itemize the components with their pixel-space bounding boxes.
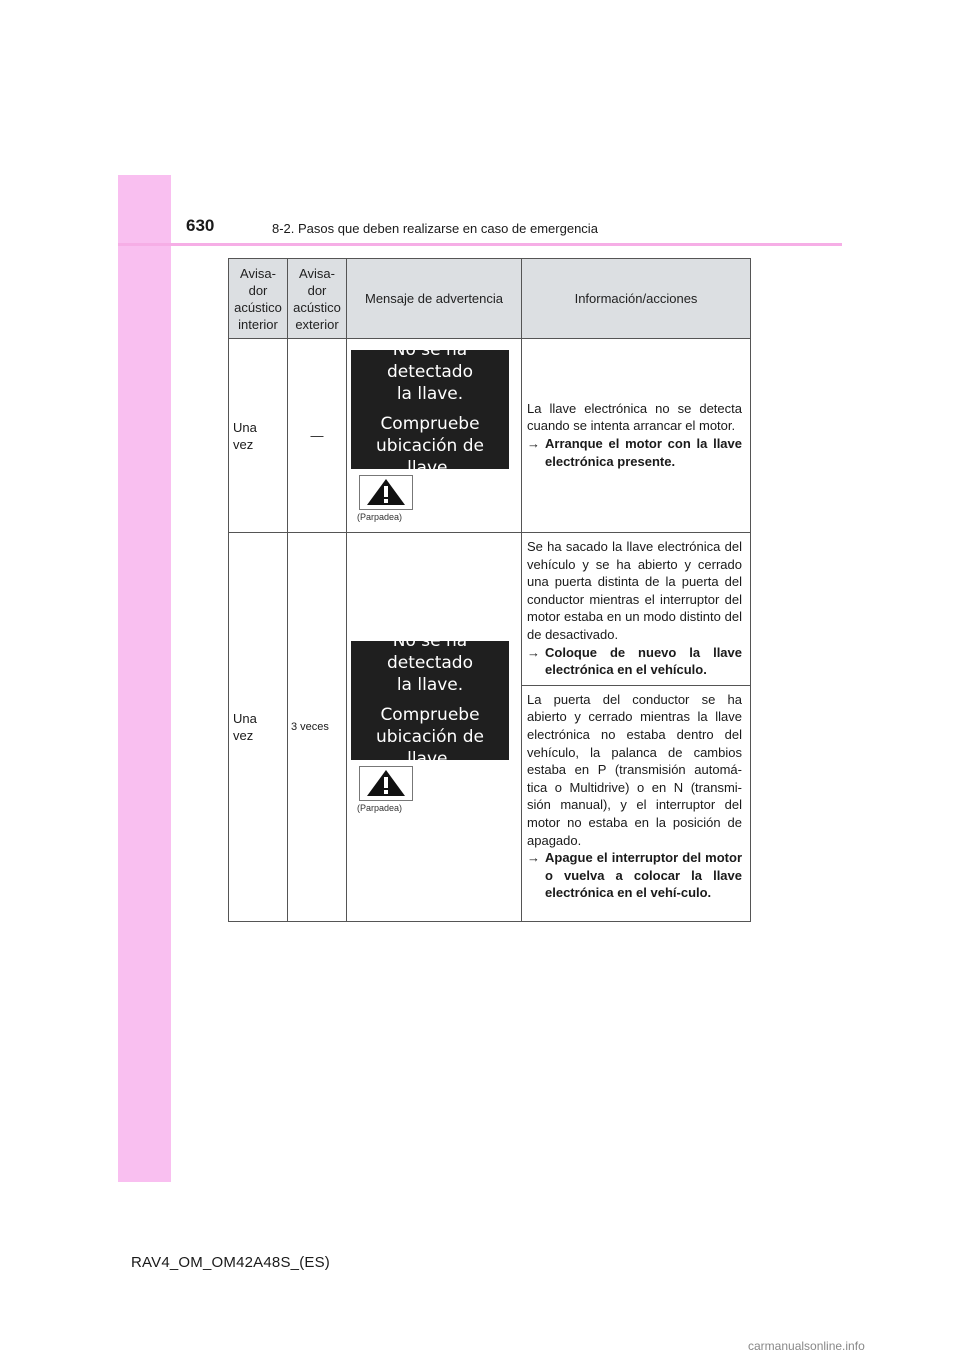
header-warning-message: Mensaje de advertencia <box>347 259 522 339</box>
watermark-link[interactable]: carmanualsonline.info <box>748 1339 865 1353</box>
info-cell <box>522 533 751 686</box>
action-item <box>527 644 742 679</box>
warning-table <box>228 258 751 922</box>
arrow-icon: → <box>527 436 540 451</box>
info-text: La puerta del conductor se ha abierto y cerrado mientras la llave electrónica no estaba dentro del vehículo, la palanca de cambios estaba en P (transmisión automá-tica o Multidrive) o en N (transmi-sión manual), y el interruptor del motor no estaba en la posición de apagado. <box>527 691 742 848</box>
screen-text-line2: Compruebe ubicación de llave. <box>376 414 484 478</box>
screen-text-line1: No se ha detectado la llave. <box>387 340 473 404</box>
header-exterior-buzzer: Avisa- dor acústico exterior <box>288 259 347 339</box>
action-item <box>527 435 742 470</box>
arrow-icon: → <box>527 644 540 660</box>
side-color-band <box>118 175 171 1182</box>
action-item <box>527 849 742 902</box>
table-row <box>229 339 751 533</box>
header-info-actions: Información/acciones <box>522 259 751 339</box>
screen-text-line2: Compruebe ubicación de llave. <box>376 705 484 770</box>
warning-message-cell <box>347 533 522 922</box>
table-row <box>229 533 751 686</box>
page-number: 630 <box>186 216 215 235</box>
info-text: La llave electrónica no se detecta cuando se intenta arrancar el motor. <box>527 400 742 434</box>
warning-triangle-icon <box>359 766 413 801</box>
warning-message-cell <box>347 339 522 533</box>
exterior-buzzer-cell: 3 veces <box>288 533 347 922</box>
action-text: Apague el interruptor del motor o vuelva a colocar la llave electrónica en el vehí-culo. <box>545 850 742 901</box>
interior-buzzer-cell: Una vez <box>229 533 288 922</box>
action-text: Coloque de nuevo la llave electrónica en el vehículo. <box>545 644 742 678</box>
header-rule <box>118 243 842 246</box>
interior-buzzer-cell: Una vez <box>229 339 288 533</box>
info-cell <box>522 339 751 533</box>
action-text: Arranque el motor con la llave electrónica presente. <box>545 436 742 469</box>
screen-text-line1: No se ha detectado la llave. <box>387 631 473 696</box>
warning-triangle-icon <box>359 475 413 510</box>
info-cell <box>522 685 751 921</box>
info-text: Se ha sacado la llave electrónica del vehículo y se ha abierto y cerrado una puerta distinta de la puerta del conductor mientras el interruptor del motor estaba en un modo distinto del de desactivado. <box>527 539 742 642</box>
table-header-row <box>229 259 751 339</box>
blink-note: (Parpadea) <box>357 511 403 522</box>
multi-info-display <box>351 340 509 478</box>
multi-info-display <box>351 631 509 770</box>
header-interior-buzzer: Avisa- dor acústico interior <box>229 259 288 339</box>
arrow-icon: → <box>527 850 540 866</box>
document-code-footer: RAV4_OM_OM42A48S_(ES) <box>131 1254 331 1271</box>
section-title: 8-2. Pasos que deben realizarse en caso de emergencia <box>272 221 598 236</box>
blink-note: (Parpadea) <box>357 802 403 813</box>
exterior-buzzer-cell: — <box>288 339 347 533</box>
